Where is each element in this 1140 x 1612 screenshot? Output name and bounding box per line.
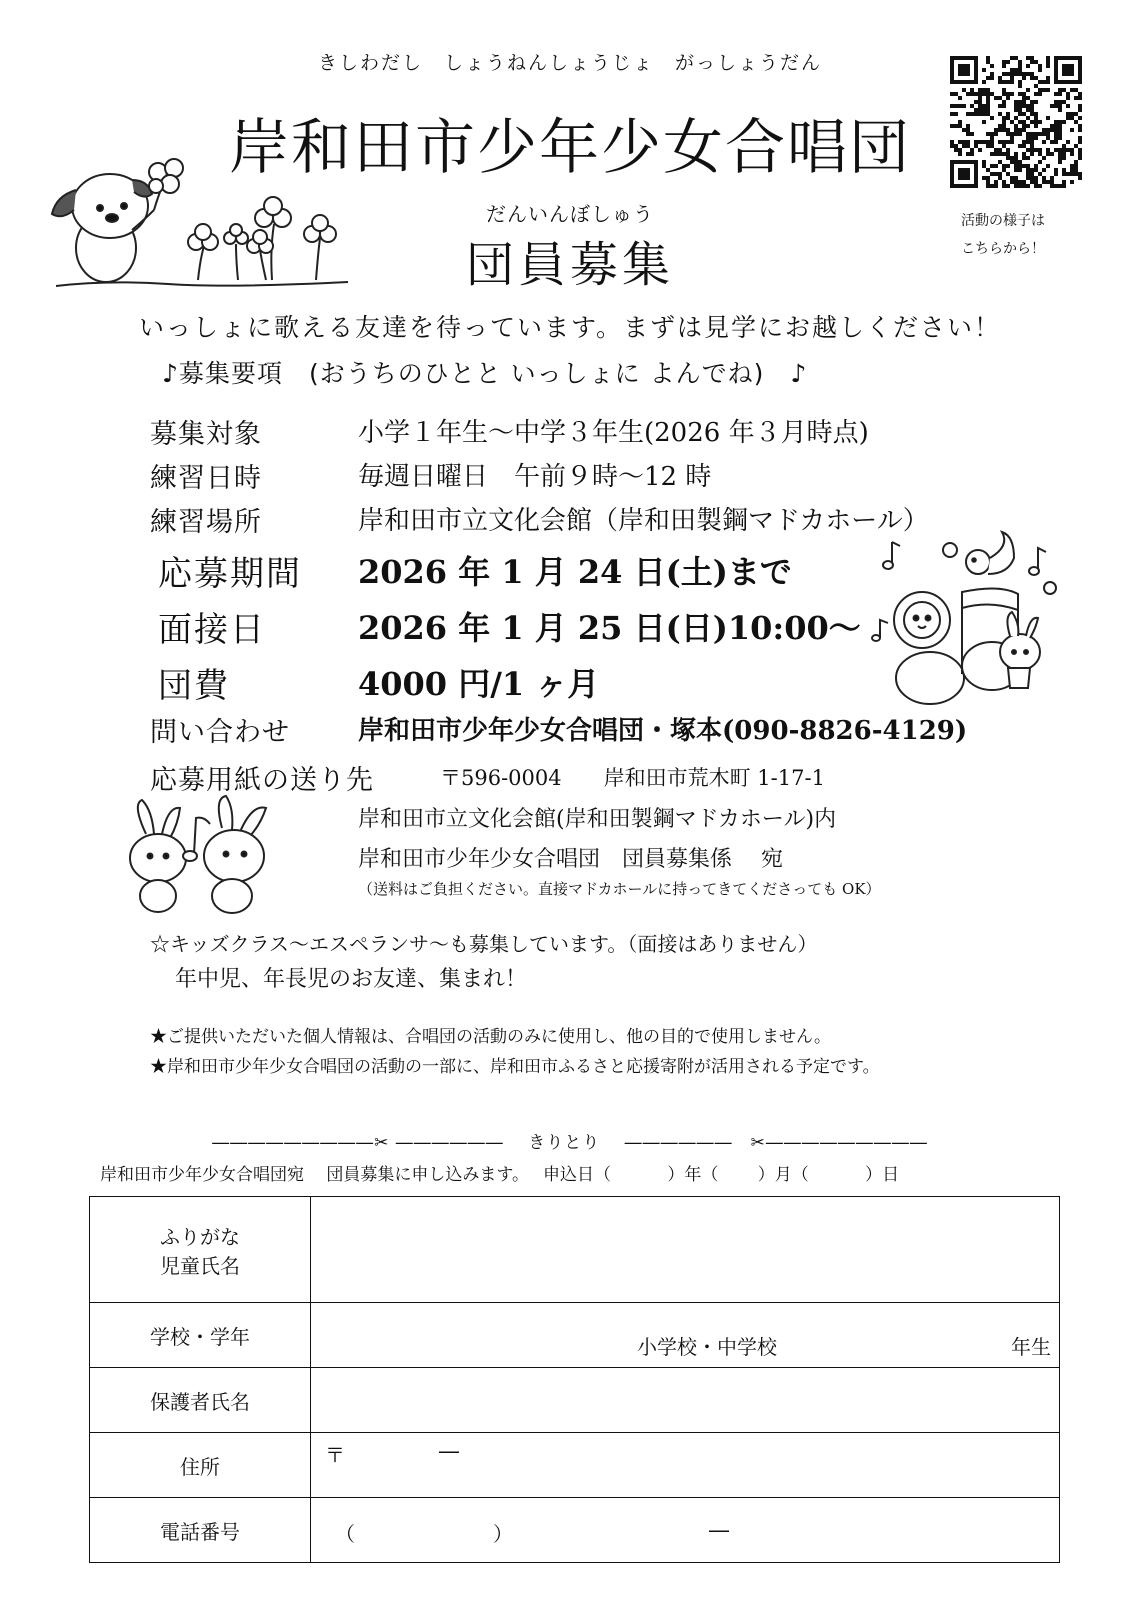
practice-place-value: 岸和田市立文化会館（岸和田製鋼マドカホール） (358, 506, 929, 536)
application-form (89, 1196, 1060, 1563)
invite-text: いっしょに歌える友達を待っています。まずは見学にお越しください！ (138, 313, 1001, 342)
contact-value: 岸和田市少年少女合唱団・塚本(090-8826-4129) (358, 716, 968, 746)
furigana-label: ふりがな (160, 1224, 240, 1249)
privacy-note: ★ご提供いただいた個人情報は、合唱団の活動のみに使用し、他の目的で使用しません。 (150, 1027, 832, 1047)
deadline-value: 2026 年 1 月 24 日(土)まで (358, 553, 792, 591)
address-line-3: 岸和田市少年少女合唱団 団員募集係 宛 (358, 847, 783, 872)
contact-label: 問い合わせ (150, 717, 290, 748)
address-field[interactable] (311, 1433, 1060, 1498)
fee-label: 団費 (158, 666, 230, 706)
practice-place-label: 練習場所 (150, 507, 262, 538)
page-subtitle: 団員募集 (465, 237, 674, 293)
phone-paren-open: （ (335, 1522, 355, 1546)
address-line-2: 岸和田市立文化会館(岸和田製鋼マドカホール)内 (358, 807, 837, 832)
school-label: 学校・学年 (90, 1303, 311, 1368)
fee-value: 4000 円/1 ヶ月 (358, 665, 600, 703)
grade-suffix: 年生 (1011, 1335, 1051, 1359)
title-ruby: きしわだし しょうねんしょうじょ がっしょうだん (317, 52, 822, 74)
address-note: （送料はご負担ください。直接マドカホールに持ってきてくださっても OK） (358, 880, 881, 898)
kids-class-line-2: 年中児、年長児のお友達、集まれ！ (175, 967, 528, 992)
music-animals-illustration (870, 528, 1070, 718)
qr-code[interactable] (950, 56, 1082, 188)
address-line-1: 〒596-0004 岸和田市荒木町 1-17-1 (440, 766, 825, 790)
furusato-note: ★岸和田市少年少女合唱団の活動の一部に、岸和田市ふるさと応援寄附が活用される予定です。 (150, 1057, 880, 1077)
page-title: 岸和田市少年少女合唱団 (229, 113, 911, 183)
address-label-cell: 住所 (90, 1433, 311, 1498)
subtitle-ruby: だんいんぼしゅう (486, 202, 654, 226)
cut-line: ―――――――――✂ ―――――― きりとり ―――――― ✂――――――――― (212, 1133, 928, 1153)
requirements-heading: ♪募集要項 (おうちのひとと いっしょに よんでね) ♪ (162, 359, 808, 388)
deadline-label: 応募期間 (158, 554, 302, 594)
kids-class-line-1: ☆キッズクラス～エスペランサ～も募集しています。（面接はありません） (150, 932, 818, 956)
phone-dash: ― (709, 1518, 729, 1542)
school-type-text: 小学校・中学校 (637, 1335, 777, 1359)
child-name-label: 児童氏名 (160, 1253, 240, 1278)
interview-value: 2026 年 1 月 25 日(日)10:00～ (358, 609, 861, 647)
qr-caption-2: こちらから！ (961, 241, 1045, 257)
practice-time-value: 毎週日曜日 午前９時～12 時 (358, 462, 712, 492)
address-label: 応募用紙の送り先 (150, 765, 374, 796)
school-field[interactable] (311, 1303, 1060, 1368)
phone-paren-close: ） (493, 1522, 513, 1546)
qr-caption-1: 活動の様子は (961, 213, 1045, 229)
application-header: 岸和田市少年少女合唱団宛 団員募集に申し込みます。 申込日（ ）年（ ）月（ ）日 (100, 1165, 900, 1185)
guardian-label: 保護者氏名 (90, 1368, 311, 1433)
practice-time-label: 練習日時 (150, 463, 262, 494)
target-label: 募集対象 (150, 419, 262, 450)
interview-label: 面接日 (158, 610, 266, 650)
postal-mark: 〒 (325, 1443, 345, 1467)
postal-dash: ― (439, 1439, 459, 1463)
bunnies-illustration (106, 794, 286, 918)
dog-clover-illustration (48, 150, 358, 290)
phone-label: 電話番号 (90, 1498, 311, 1563)
child-name-field[interactable] (311, 1197, 1060, 1303)
name-label-cell (90, 1197, 311, 1303)
guardian-name-field[interactable] (311, 1368, 1060, 1433)
phone-field[interactable] (311, 1498, 1060, 1563)
target-value: 小学１年生～中学３年生(2026 年３月時点) (358, 418, 869, 448)
